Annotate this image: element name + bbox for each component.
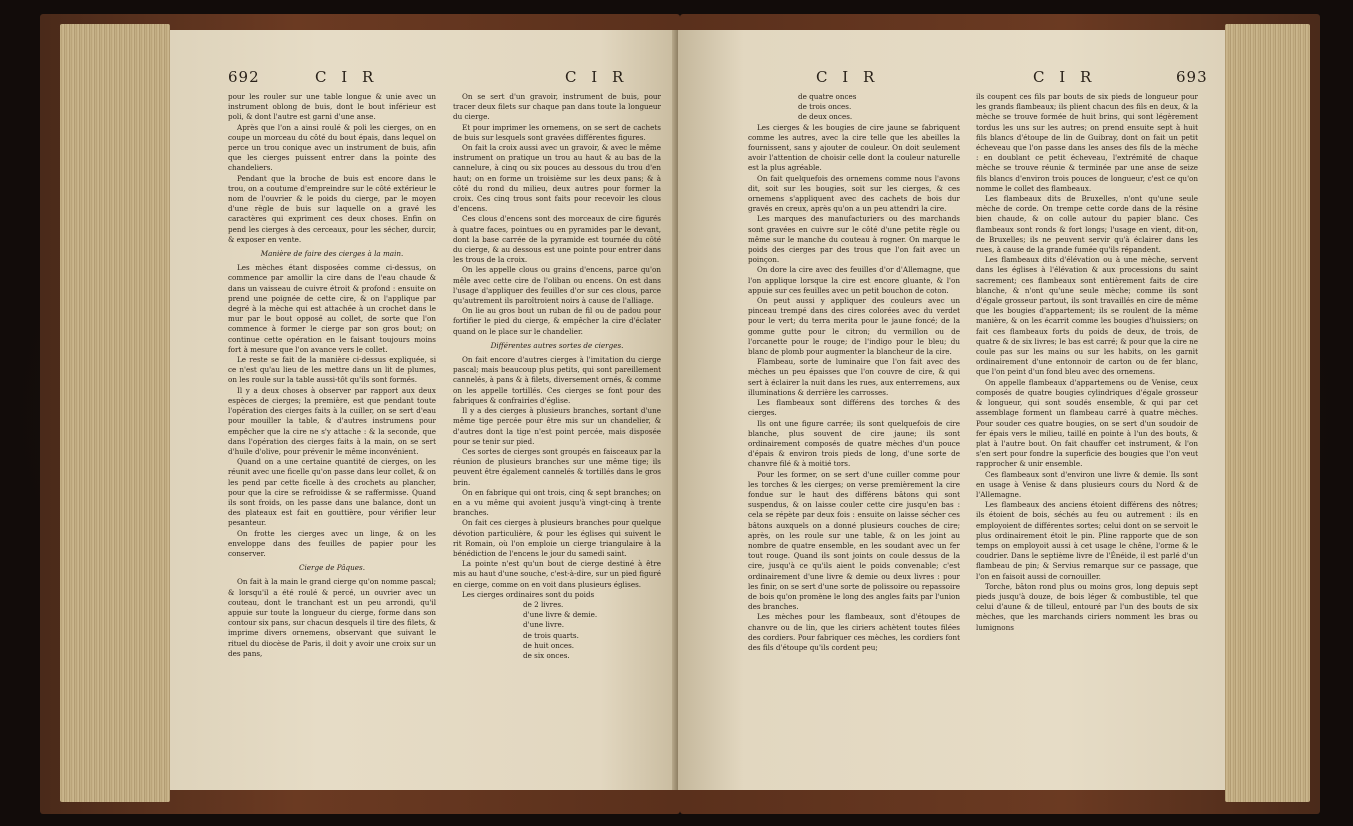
paragraph: Les cierges & les bougies de cire jaune se fabriquent comme les autres, avec la cire telle que les abeilles la fournissent, sans y ajouter de couleur. On doit seulement avoir l'attention de choisir celle dont la couleur naturelle est la plus agréable. [748,122,960,173]
paragraph: On fait à la main le grand cierge qu'on nomme pascal; & lorsqu'il a été roulé & percé, un ouvrier avec un couteau, dont le tranchant est un peu arrondi, qu'il appuie sur toute la longueur du cierge, forme dans son contour six pans, sur chacun desquels il tire des filets, & imprime divers ornemens, observant que suivant le rituel du diocèse de Paris, il doit y avoir une croix sur un des pans, [228,577,436,658]
list-item: d'une livre & demie. [523,610,598,620]
page-number: 692 [228,68,260,86]
text-column-1 [228,92,436,712]
paragraph: Les mèches étant disposées comme ci-dessus, on commence par amollir la cire dans de l'eau chaude & dans un vaisseau de cuivre étroit & profond : ensuite on prend une poignée de cette cire, & on l'applique par degré à la mèche qui est attachée à un crochet dans le mur par le bout opposé au collet, de sorte que l'on commence à former le cierge par son gros bout; on continue cette opération en le faisant toujours moins fort à mesure que l'on avance vers le collet. [228,263,436,354]
paragraph: Les mèches pour les flambeaux, sont d'étoupes de chanvre ou de lin, que les ciriers achètent toutes filées des cordiers. Pour fabriquer ces mèches, les cordiers font des fils d'étoupe qu'ils cordent peu; [748,612,960,652]
paragraph: On fait encore d'autres cierges à l'imitation du cierge pascal; mais beaucoup plus petits, qui sont pareillement cannelés, à pans & à filets, diversement ornés, & comme on les appelle tortillés. Ces cierges se font pour des fabriques & confrairies d'église. [453,355,661,405]
list-item: de deux onces. [798,112,853,122]
text-column-2 [453,92,661,712]
paragraph: Ces clous d'encens sont des morceaux de cire figurés à quatre faces, pointues ou en pyramides par le devant, dont la base carrée de la pyramide est tournée du côté du cierge, & au dessous est une pointe pour entrer dans les trous de la croix. [453,214,661,265]
list-item: de 2 livres. [523,599,564,609]
paragraph: On lie au gros bout un ruban de fil ou de padou pour fortifier le pied du cierge, & empêcher la cire d'éclater quand on le place sur le chandelier. [453,306,661,336]
paragraph: Les cierges ordinaires sont du poids [462,589,595,599]
section-heading: Manière de faire des cierges à la main. [260,249,404,259]
section-heading: Différentes autres sortes de cierges. [490,340,624,350]
paragraph: On peut aussi y appliquer des couleurs avec un pinceau trempé dans des cires colorées avec du verdet pour le vert; du terra merita pour le jaune foncé; de la gomme gutte pour le citron; du vermillon ou de l'orcanette pour le rouge; de l'indigo pour le bleu; du blanc de plomb pour augmenter la blancheur de la cire. [748,296,960,357]
paragraph: Après que l'on a ainsi roulé & poli les cierges, on en coupe un morceau du côté du bout épais, dans lequel on perce un trou conique avec un instrument de buis, afin que les cierges puissent entrer dans la pointe des chandeliers. [228,122,436,173]
paragraph: ils coupent ces fils par bouts de six pieds de longueur pour les grands flambeaux; ils plient chacun des fils en deux, & la mèche se trouve formée de huit brins, qui sont légèrement tordus les uns sur les autres; on prend ensuite sept à huit fils blancs d'étoupe de lin de Guibray, dont on fait un petit écheveau que l'on passe dans les anses des fils de la mèche : en doublant ce petit écheveau, l'extrémité de chaque mèche se trouve réunie & terminée par une anse de seize fils blancs d'environ trois pouces de longueur, c'est ce qu'on nomme le collet des flambeaux. [976,92,1198,193]
paragraph: Flambeau, sorte de luminaire que l'on fait avec des mèches un peu épaisses que l'on couvre de cire, & qui sert à éclairer la nuit dans les rues, aux enterremens, aux illuminations & derrière les carrosses. [748,357,960,397]
list-item: d'une livre. [523,620,565,630]
page-edges-left [60,24,170,802]
paragraph: Il y a deux choses à observer par rapport aux deux espèces de cierges; la première, est que pendant toute l'opération des cierges faits à la cuiller, on se sert d'eau pour mouiller la table, & d'autres instrumens pour empêcher que la cire ne s'y attache : & la seconde, que dans l'opération des cierges faits à la main, on se sert d'huile d'olive, pour prévenir le même inconvénient. [228,385,436,456]
left-page [170,30,676,790]
paragraph: Ces sortes de cierges sont groupés en faisceaux par la réunion de plusieurs branches sur une même tige; ils peuvent être également cannelés & tortillés dans le gros brin. [453,446,661,487]
running-head: C I R [565,68,629,86]
right-page [678,30,1225,790]
paragraph: Ils ont une figure carrée; ils sont quelquefois de cire blanche, plus souvent de cire jaune; ils sont ordinairement composés de quatre mèches d'un pouce d'épais & environ trois pieds de long, d'une sorte de chanvre filé & à moitié tors. [748,418,960,469]
text-column-2 [976,92,1198,752]
paragraph: Torche, bâton rond plus ou moins gros, long depuis sept pieds jusqu'à douze, de bois léger & combustible, tel que celui d'aune & de tilleul, entouré par l'un des bouts de six mèches, que les marchands ciriers nomment les bras ou lumignons [976,581,1198,632]
list-item: de trois quarts. [523,630,579,640]
list-item: de trois onces. [798,102,852,112]
paragraph: Et pour imprimer les ornemens, on se sert de cachets de buis sur lesquels sont gravées différentes figures. [453,122,661,142]
running-head: C I R [315,68,379,86]
paragraph: On fait quelquefois des ornemens comme nous l'avons dit, soit sur les bougies, soit sur les cierges, & ces ornemens s'appliquent avec des cachets de bois dur gravés en creux, après qu'on a un peu attendri la cire. [748,173,960,214]
paragraph: Les flambeaux des anciens étoient différens des nôtres; ils étoient de bois, séchés au feu ou autrement : ils en employoient de différentes sortes; celui dont on se servoit le plus ordinairement étoit le pin. Pline rapporte que de son temps on employoit aussi à cet usage le chêne, l'orme & le coudrier. Dans le septième livre de l'Énéide, il est parlé d'un flambeau de pin; & Servius remarque sur ce passage, que l'on en faisoit aussi de cornouiller. [976,500,1198,581]
paragraph: On fait la croix aussi avec un gravoir, & avec le même instrument on pratique un trou au haut & au bas de la cannelure, à cinq ou six pouces au dessous du trou d'en haut; on en forme un troisième sur les deux pans; & à côté du rond du milieu, deux autres pour former la croix. Ces cinq trous sont faits pour recevoir les clous d'encens. [453,143,661,214]
paragraph: On frotte les cierges avec un linge, & on les enveloppe dans des feuilles de papier pour les conserver. [228,528,436,558]
paragraph: Les marques des manufacturiers ou des marchands sont gravées en cuivre sur le côté d'une petite règle ou même sur le manche du couteau à rogner. On marque le poids des cierges par des trous que l'on fait avec un poinçon. [748,214,960,265]
paragraph: On appelle flambeaux d'appartemens ou de Venise, ceux composés de quatre bougies cylindriques d'égale grosseur & longueur, qui sont soudés ensemble, & qui par cet assemblage forment un flambeau carré à quatre mèches. Pour souder ces quatre bougies, on se sert d'un soudoir de fer épais vers le milieu, taillé en pointe à l'un des bouts, & plat à l'autre bout. On fait chauffer cet instrument, & l'on s'en sert pour fondre la superficie des bougies que l'on veut rapprocher & unir ensemble. [976,377,1198,469]
paragraph: La pointe n'est qu'un bout de cierge destiné à être mis au haut d'une souche, c'est-à-dire, sur un pied figuré en cierge, comme on en voit dans plusieurs églises. [453,559,661,589]
text-column-1 [748,92,960,742]
running-head: C I R [1033,68,1097,86]
list-item: de huit onces. [523,640,575,650]
paragraph: On dore la cire avec des feuilles d'or d'Allemagne, que l'on applique lorsque la cire est encore gluante, & l'on appuie sur ces feuilles avec un petit bouchon de coton. [748,265,960,295]
paragraph: Les flambeaux dits d'élévation ou à une mèche, servent dans les églises à l'élévation & aux processions du saint sacrement; ces flambeaux sont entièrement faits de cire blanche, & n'ont qu'une seule mèche; comme ils sont d'égale grosseur partout, ils sont travaillés en cire de même que les bougies d'appartement; ils se roulent de la même manière, & on les écarrit comme les bougies d'huissiers; on fait ces flambeaux forts du poids de deux, de trois, de quatre & de six livres; le bas est carré; & pour que la cire ne coule pas sur les mains ou sur les habits, on les garnit ordinairement d'une entonnoir de carton ou de fer blanc, que l'on peint d'un fond bleu avec des ornemens. [976,255,1198,377]
running-head: C I R [816,68,880,86]
paragraph: Le reste se fait de la manière ci-dessus expliquée, si ce n'est qu'au lieu de les mettre dans un lit de plumes, on les roule sur la table aussi-tôt qu'ils sont formés. [228,355,436,385]
paragraph: Les flambeaux dits de Bruxelles, n'ont qu'une seule mèche de corde. On trempe cette corde dans de la résine bien chaude, & on colle autour du papier blanc. Ces flambeaux sont ronds & fort longs; l'usage en vient, dit-on, de Bruxelles; ils ne peuvent servir qu'à éclairer dans les rues, à cause de la grande fumée qu'ils répandent. [976,194,1198,255]
paragraph: Pendant que la broche de buis est encore dans le trou, on a coutume d'empreindre sur le côté extérieur le nom de l'ouvrier & le poids du cierge, par le moyen d'une règle de buis sur laquelle on a gravé les caractères qui expriment ces deux choses. Enfin on pend les cierges à des cerceaux, pour les sécher, durcir, & exposer en vente. [228,173,436,244]
paragraph: On les appelle clous ou grains d'encens, parce qu'on mêle avec cette cire de l'oliban ou encens. On est dans l'usage d'appliquer des feuilles d'or sur ces clous, parce qu'autrement ils paroîtroient noirs à cause de l'alliage. [453,265,661,306]
list-item: de six onces. [523,650,570,660]
paragraph: pour les rouler sur une table longue & unie avec un instrument oblong de buis, dont le bout inférieur est poli, & dont l'autre est garni d'une anse. [228,92,436,122]
paragraph: On en fabrique qui ont trois, cinq & sept branches; on en a vu même qui avoient jusqu'à vingt-cinq à trente branches. [453,487,661,518]
paragraph: Ces flambeaux sont d'environ une livre & demie. Ils sont en usage à Venise & dans plusieurs cours du Nord & de l'Allemagne. [976,469,1198,499]
section-heading: Cierge de Pâques. [298,563,366,573]
page-number: 693 [1176,68,1208,86]
paragraph: On se sert d'un gravoir, instrument de buis, pour tracer deux filets sur chaque pan dans toute la longueur du cierge. [453,92,661,122]
paragraph: On fait ces cierges à plusieurs branches pour quelque dévotion particulière, & pour les églises qui suivent le rit Romain, où l'on emploie un cierge triangulaire à la bénédiction de l'encens le jour du samedi saint. [453,518,661,558]
paragraph: Pour les former, on se sert d'une cuiller comme pour les torches & les cierges; on verse premièrement la cire fondue sur le haut des différens bâtons qui sont suspendus, & on laisse couler cette cire jusqu'en bas : cela se répète par deux fois : ensuite on laisse sécher ces bâtons auxquels on a donné plusieurs couches de cire; après, on les roule sur une table, & on les joint au nombre de quatre ensemble, en les soudant avec un fer tout rouge. Quand ils sont joints on coule dessus de la cire, jusqu'à ce qu'ils aient le poids convenable; c'est ordinairement d'une livre & demie ou deux livres : pour les finir, on se sert d'une sorte de polissoire ou repassoire de bois qu'on promène le long des angles faits par l'union des branches. [748,469,960,612]
page-edges-right [1225,24,1310,802]
paragraph: Les flambeaux sont différens des torches & des cierges. [748,398,960,418]
list-item: de quatre onces [798,92,857,101]
paragraph: Il y a des cierges à plusieurs branches, sortant d'une même tige percée pour être mis sur un chandelier, & d'autres dont la tige n'est point percée, mais disposée pour se tenir sur pied. [453,406,661,446]
paragraph: Quand on a une certaine quantité de cierges, on les réunit avec une ficelle qu'on passe dans leur collet, & on les pend par cette ficelle à des crochets au plancher, pour que la cire se refroidisse & se raffermisse. Quand ils sont froids, on les passe dans une balance, dont un des plateaux est fait en gouttière, pour vérifier leur pesanteur. [228,457,436,528]
